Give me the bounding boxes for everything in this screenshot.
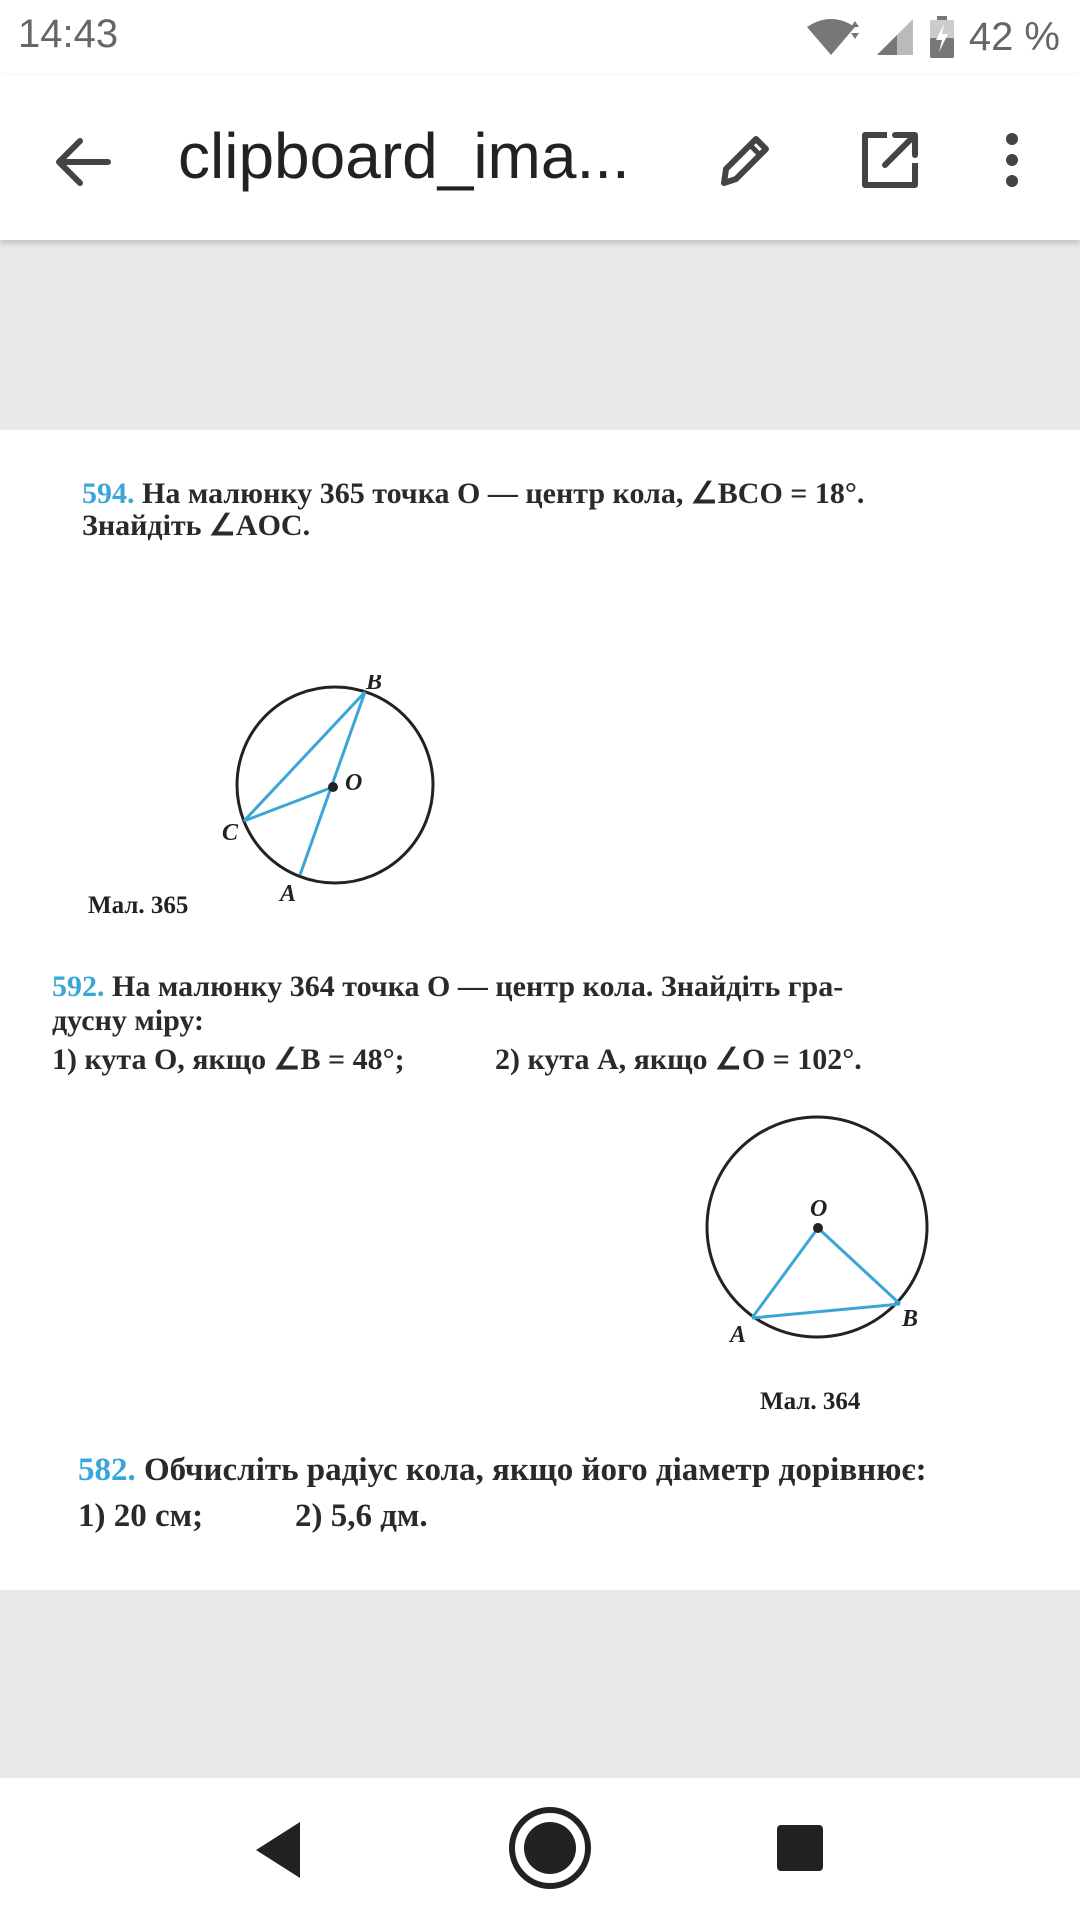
status-icons [805, 12, 1060, 62]
segment-bc [244, 692, 365, 821]
problem-592-part2: 2) кута A, якщо ∠O = 102°. [495, 1043, 862, 1076]
battery-icon [929, 16, 955, 58]
more-options-button[interactable] [990, 125, 1035, 195]
problem-582-part2: 2) 5,6 дм. [295, 1498, 428, 1534]
signal-icon [875, 17, 915, 57]
center-point [328, 782, 338, 792]
label-a: A [280, 881, 297, 905]
more-vert-icon [990, 125, 1035, 195]
problem-592-part1: 1) кута O, якщо ∠B = 48°; [52, 1043, 405, 1076]
problem-text: Обчисліть радіус кола, якщо його діаметр дорівнює: [144, 1452, 927, 1488]
arrow-left-icon [48, 127, 118, 197]
nav-back-button[interactable] [250, 1818, 310, 1882]
edit-button[interactable] [710, 125, 780, 195]
back-button[interactable] [48, 127, 118, 197]
problem-number: 594. [82, 477, 135, 510]
label-b: B [366, 675, 383, 695]
pencil-icon [710, 125, 780, 195]
home-circle-icon [505, 1803, 595, 1893]
nav-home-button[interactable] [505, 1803, 595, 1893]
problem-text: На малюнку 365 точка O — центр кола, ∠BCO = 18°. [142, 477, 865, 510]
problem-number: 592. [52, 970, 105, 1003]
problem-594-line2: Знайдіть ∠AOC. [82, 509, 311, 542]
problem-592-line1 [52, 970, 843, 1004]
status-time: 14:43 [18, 12, 119, 56]
figure-364 [700, 1110, 940, 1345]
problem-592-line2: дусну міру: [52, 1004, 205, 1037]
problem-number: 582. [78, 1452, 136, 1488]
segment-oa [752, 1228, 818, 1318]
app-bar [0, 75, 1080, 240]
figure-365 [200, 675, 460, 905]
segment-ob [818, 1228, 900, 1304]
figure-365-caption: Мал. 365 [88, 892, 189, 919]
problem-582-line1 [78, 1452, 927, 1489]
status-bar [0, 0, 1080, 75]
battery-percent: 42 % [968, 14, 1060, 59]
label-a: A [730, 1322, 747, 1345]
problem-594-line1 [82, 476, 864, 511]
open-external-button[interactable] [855, 125, 925, 195]
label-c: C [222, 820, 239, 846]
nav-recents-button[interactable] [775, 1823, 825, 1873]
center-point [813, 1223, 823, 1233]
wifi-icon [805, 17, 861, 57]
document-title: clipboard_ima... [178, 120, 630, 192]
document-image [0, 430, 1080, 1590]
open-external-icon [855, 125, 925, 195]
label-b: B [902, 1306, 919, 1332]
problem-582-part1: 1) 20 см; [78, 1498, 204, 1534]
problem-text: На малюнку 364 точка O — центр кола. Знайдіть гра- [112, 970, 844, 1003]
navigation-bar [0, 1778, 1080, 1920]
label-o: O [345, 770, 363, 796]
segment-ab [752, 1304, 900, 1318]
figure-364-caption: Мал. 364 [760, 1388, 861, 1415]
square-recents-icon [775, 1823, 825, 1873]
triangle-back-icon [250, 1818, 310, 1882]
label-o: O [810, 1196, 828, 1222]
